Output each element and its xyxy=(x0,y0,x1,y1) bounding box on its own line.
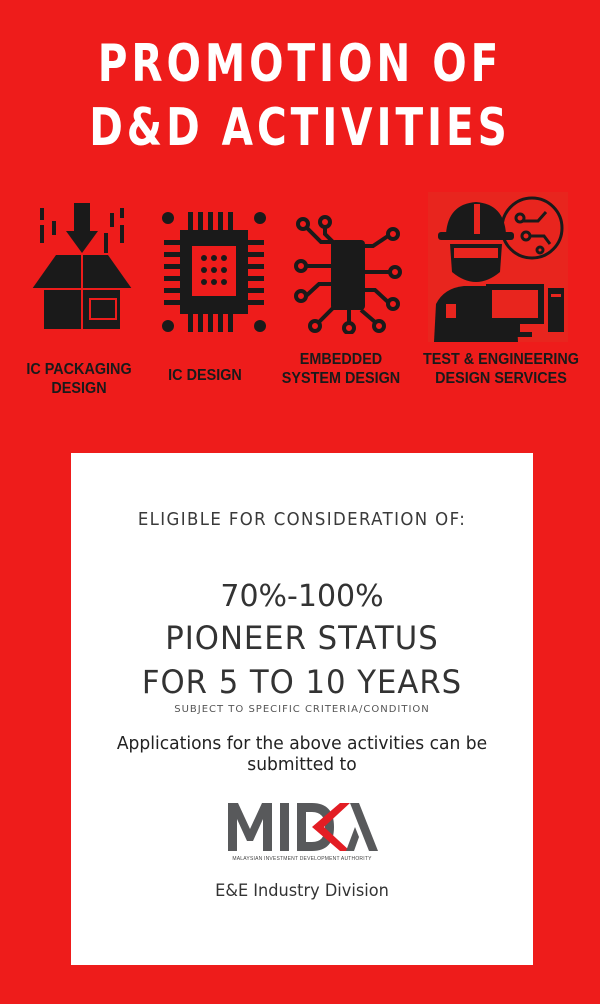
percent-range: 70%-100% xyxy=(220,579,384,614)
subject-note: SUBJECT TO SPECIFIC CRITERIA/CONDITION xyxy=(174,704,430,715)
activity-label-embedded xyxy=(274,350,409,388)
activity-label-line: DESIGN SERVICES xyxy=(435,370,567,387)
applications-line: Applications for the above activities can be xyxy=(116,733,488,754)
logo-tagline: MALAYSIAN INVESTMENT DEVELOPMENT AUTHORITY xyxy=(232,856,372,862)
division-name: E&E Industry Division xyxy=(215,881,389,901)
activity-label-line: EMBEDDED xyxy=(299,351,383,368)
eligible-heading: ELIGIBLE FOR CONSIDERATION OF: xyxy=(137,509,467,530)
years-range: FOR 5 TO 10 YEARS xyxy=(141,663,463,701)
activity-label-ic-design xyxy=(156,366,255,385)
applications-line: submitted to xyxy=(247,754,357,775)
activity-label-line: IC PACKAGING xyxy=(26,361,132,378)
pioneer-status: PIONEER STATUS xyxy=(165,619,439,657)
mida-logo xyxy=(228,801,378,858)
circuit-chip-icon xyxy=(293,214,403,334)
activity-label-ic-packaging xyxy=(21,360,138,398)
activity-label-line: DESIGN xyxy=(51,380,107,397)
engineer-icon xyxy=(428,192,568,342)
package-icon xyxy=(32,203,132,335)
page-title xyxy=(66,32,534,160)
applications-text xyxy=(111,733,493,775)
activity-label-test-engineering xyxy=(416,350,587,388)
eligibility-card xyxy=(71,453,533,965)
activity-label-line: SYSTEM DESIGN xyxy=(281,370,401,387)
activity-label-line: IC DESIGN xyxy=(168,367,242,384)
title-line-2: D&D ACTIVITIES xyxy=(89,98,511,158)
chip-icon xyxy=(158,208,270,336)
title-line-1: PROMOTION OF xyxy=(97,34,503,94)
activity-label-line: TEST & ENGINEERING xyxy=(422,351,580,368)
